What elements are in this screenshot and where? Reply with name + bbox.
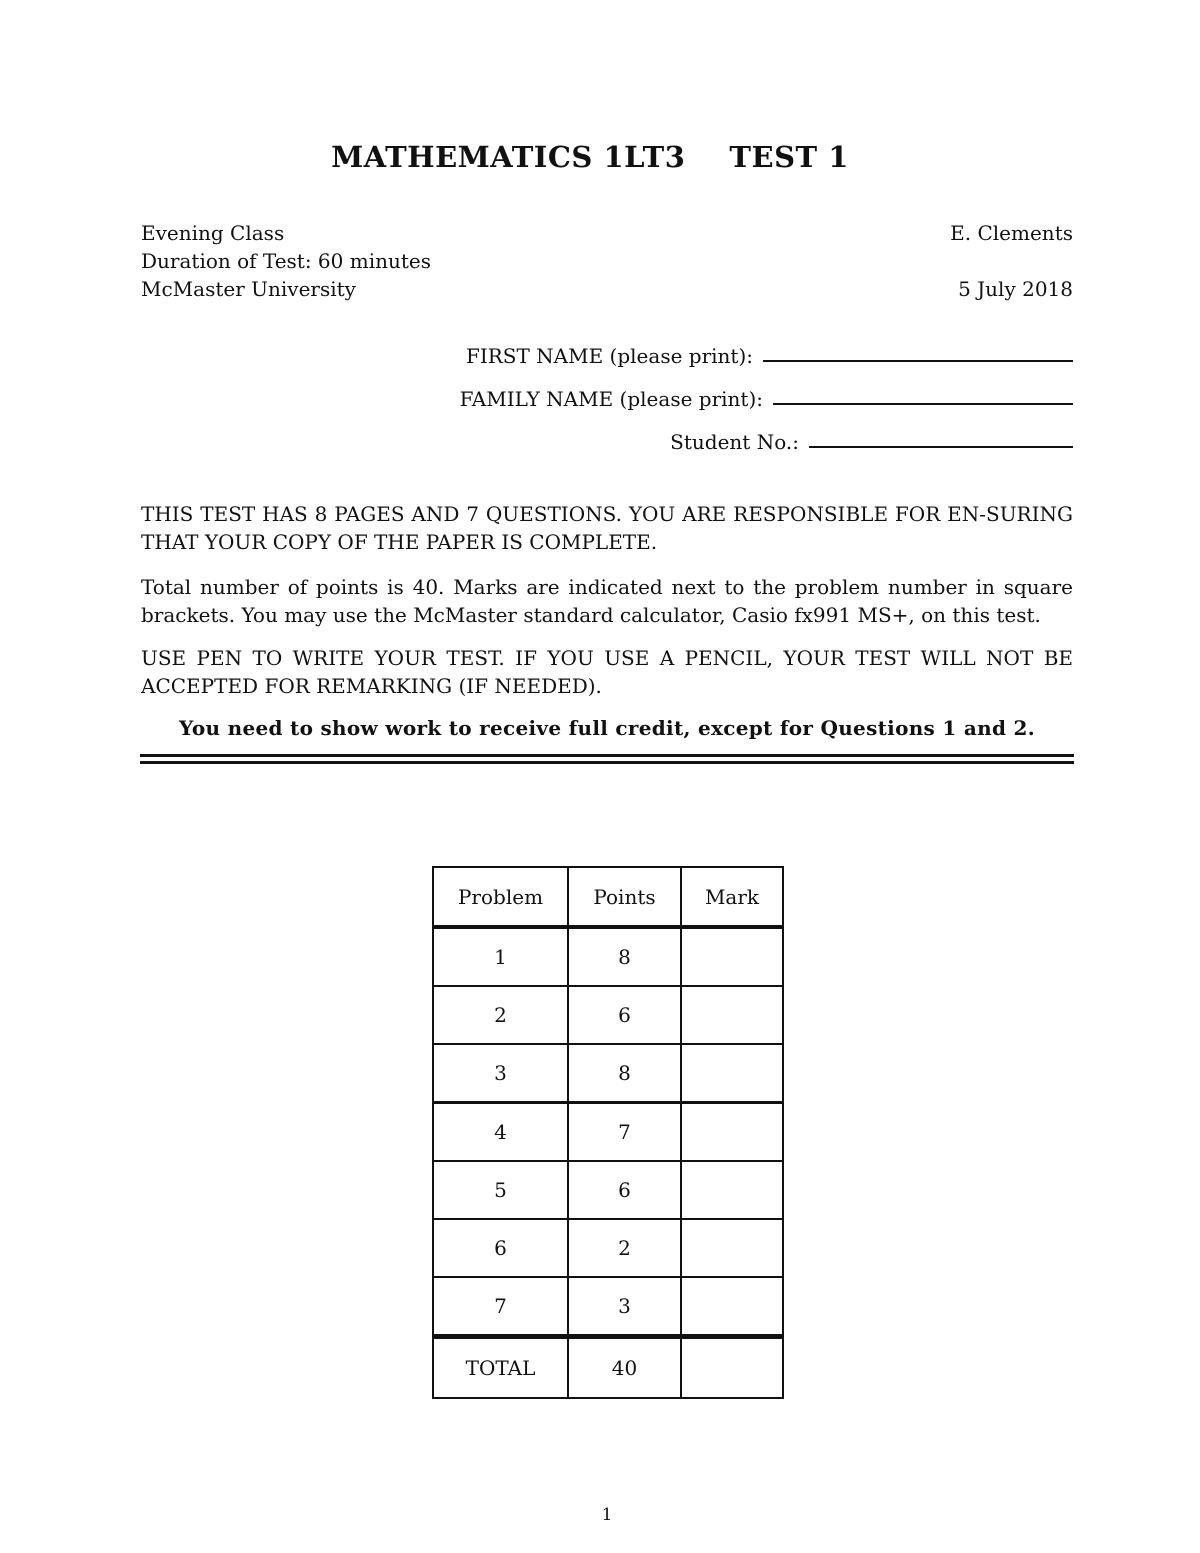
points-cell: 8 [568, 927, 681, 986]
family-name-field[interactable] [460, 387, 1073, 411]
table-row [433, 1219, 783, 1277]
university-label: McMaster University [141, 277, 356, 301]
col-header-problem: Problem [433, 867, 568, 927]
first-name-label: FIRST NAME (please print): [465, 344, 753, 368]
points-cell: 7 [568, 1103, 681, 1162]
points-instruction: Total number of points is 40. Marks are indicated next to the problem number in square brackets. You may use the McMaster standard calculator, Casio fx991 MS+, on this test. [141, 575, 1073, 627]
date-label: 5 July 2018 [958, 277, 1073, 301]
test-title: TEST 1 [729, 140, 849, 174]
mark-cell [681, 1161, 783, 1219]
total-mark [681, 1337, 783, 1399]
show-work-notice: You need to show work to receive full credit, except for Questions 1 and 2. [179, 716, 1035, 740]
col-header-points: Points [568, 867, 681, 927]
table-header-row [433, 867, 783, 927]
instructor-info [950, 219, 1073, 303]
points-cell: 3 [568, 1277, 681, 1337]
points-cell: 8 [568, 1044, 681, 1103]
total-label: TOTAL [433, 1337, 568, 1399]
points-cell: 6 [568, 986, 681, 1044]
student-no-label: Student No.: [670, 430, 799, 454]
problem-cell: 6 [433, 1219, 568, 1277]
student-no-field[interactable] [670, 430, 1073, 454]
table-row [433, 927, 783, 986]
problem-cell: 4 [433, 1103, 568, 1162]
total-points: 40 [568, 1337, 681, 1399]
mark-cell [681, 1044, 783, 1103]
problem-cell: 1 [433, 927, 568, 986]
mark-cell [681, 1103, 783, 1162]
table-row [433, 1103, 783, 1162]
first-name-field[interactable] [466, 344, 1073, 368]
problem-cell: 2 [433, 986, 568, 1044]
divider-top [140, 754, 1074, 757]
table-row [433, 1277, 783, 1337]
total-row [433, 1337, 783, 1399]
duration-label: Duration of Test: 60 minutes [141, 249, 431, 273]
problem-cell: 5 [433, 1161, 568, 1219]
student-no-line[interactable] [809, 445, 1073, 448]
points-cell: 6 [568, 1161, 681, 1219]
instructor-label: E. Clements [950, 221, 1073, 245]
course-title: MATHEMATICS 1LT3 [331, 140, 686, 174]
col-header-mark: Mark [681, 867, 783, 927]
mark-cell [681, 986, 783, 1044]
first-name-line[interactable] [763, 359, 1073, 362]
problem-cell: 7 [433, 1277, 568, 1337]
family-name-label: FAMILY NAME (please print): [459, 387, 763, 411]
page-title [0, 140, 1180, 174]
table-row [433, 1044, 783, 1103]
pen-instruction: USE PEN TO WRITE YOUR TEST. IF YOU USE A PENCIL, YOUR TEST WILL NOT BE ACCEPTED FOR REMARKING (IF NEEDED). [141, 646, 1073, 698]
family-name-line[interactable] [773, 402, 1073, 405]
points-cell: 2 [568, 1219, 681, 1277]
marks-table [432, 866, 784, 1399]
table-row [433, 986, 783, 1044]
mark-cell [681, 1277, 783, 1337]
course-info [141, 219, 431, 303]
mark-cell [681, 1219, 783, 1277]
table-row [433, 1161, 783, 1219]
class-label: Evening Class [141, 221, 285, 245]
problem-cell: 3 [433, 1044, 568, 1103]
divider-bottom [140, 761, 1074, 764]
pages-instruction: THIS TEST HAS 8 PAGES AND 7 QUESTIONS. YOU ARE RESPONSIBLE FOR EN-SURING THAT YOUR COPY OF THE PAPER IS COMPLETE. [141, 502, 1073, 554]
page-number: 1 [601, 1505, 613, 1525]
mark-cell [681, 927, 783, 986]
